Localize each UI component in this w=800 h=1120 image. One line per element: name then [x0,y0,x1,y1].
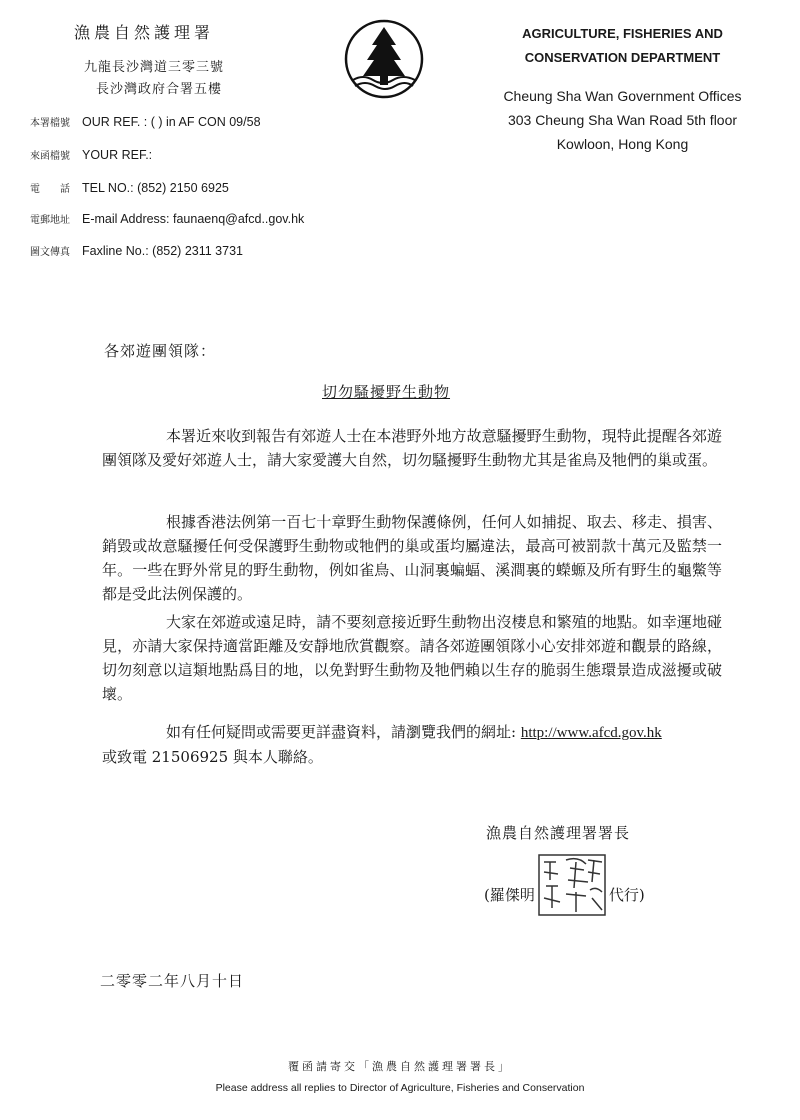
address-chinese-line-1: 九龍長沙灣道三零三號 [84,60,225,75]
letter-paragraph-1 [102,424,722,472]
letter-subject: 切勿騷擾野生動物 [322,383,451,401]
department-name-chinese: 漁農自然護理署 [74,23,215,42]
paragraph-text: 本署近來收到報告有郊遊人士在本港野外地方故意騷擾野生動物，現特此提醒各郊遊團領隊及愛好郊遊人士，請大家愛護大自然，切勿騷擾野生動物尤其是雀鳥及牠們的巢或蛋。 [102,427,722,469]
reference-label: 電郵地址 [30,215,70,226]
address-english-line-1: Cheung Sha Wan Government Offices [503,88,742,104]
reference-text: YOUR REF.: [82,148,153,162]
paragraph-text: 如有任何疑問或需要更詳盡資料，請瀏覽我們的網址: [166,723,521,741]
department-name-english-line-1: AGRICULTURE, FISHERIES AND [522,26,723,41]
reference-row-your-ref [30,147,152,162]
letter-paragraph-2 [102,510,722,606]
reference-text: Faxline No.: (852) 2311 3731 [82,244,243,258]
reference-row-our-ref [30,114,261,129]
signatory-acting: 代行) [608,886,645,904]
reference-label: 圖文傳真 [30,247,70,258]
letter-paragraph-4 [102,720,722,769]
reference-label: 本署檔號 [30,118,70,129]
letter-salutation: 各郊遊團領隊： [104,342,217,360]
reference-row-email [30,211,304,226]
reference-row-telephone [30,180,229,195]
address-chinese-line-2: 長沙灣政府合署五樓 [96,82,223,97]
reference-text: OUR REF. : ( ) in AF CON 09/58 [82,115,261,129]
signature-seal-icon [536,852,608,918]
reference-label: 電 話 [30,184,70,195]
reference-text: E-mail Address: faunaenq@afcd..gov.hk [82,212,305,226]
reference-row-fax [30,243,243,258]
paragraph-text: 大家在郊遊或遠足時，請不要刻意接近野生動物出沒棲息和繁殖的地點。如幸運地碰見，亦請大家保持適當距離及安靜地欣賞觀察。請各郊遊團領隊小心安排郊遊和觀景的路線，切勿刻意以這類地點爲目的地，以免對野生動物及牠們賴以生存的脆弱生態環景造成滋擾或破壞。 [102,613,722,703]
reference-text: TEL NO.: (852) 2150 6925 [82,181,229,195]
paragraph-text-tail: 或致電 21506925 與本人聯絡。 [102,748,323,766]
paragraph-text: 根據香港法例第一百七十章野生動物保護條例，任何人如捕捉、取去、移走、損害、銷毀或故意騷擾任何受保護野生動物或牠們的巢或蛋均屬違法，最高可被罰款十萬元及監禁一年。一些在野外常見的野生動物，例如雀鳥、山洞裏蝙蝠、溪澗裏的蠑螈及所有野生的龜鱉等都是受此法例保護的。 [102,513,722,603]
signatory-name: (羅傑明 [484,886,535,904]
department-name-english-line-2: CONSERVATION DEPARTMENT [524,50,721,65]
afcd-tree-logo-icon [343,18,425,100]
letter-paragraph-3 [102,610,722,706]
address-english-line-2: 303 Cheung Sha Wan Road 5th floor [507,112,738,128]
footer-reply-note-chinese: 覆函請寄交「漁農自然護理署署長」 [288,1060,512,1073]
address-english-line-3: Kowloon, Hong Kong [556,136,689,152]
website-link[interactable]: http://www.afcd.gov.hk [520,725,662,741]
footer-reply-note-english: Please address all replies to Director of Agriculture, Fisheries and Conservation [215,1082,585,1094]
reference-label: 來函檔號 [30,151,70,162]
signature-title: 漁農自然護理署署長 [486,824,631,842]
letter-date: 二零零二年八月十日 [100,972,245,990]
